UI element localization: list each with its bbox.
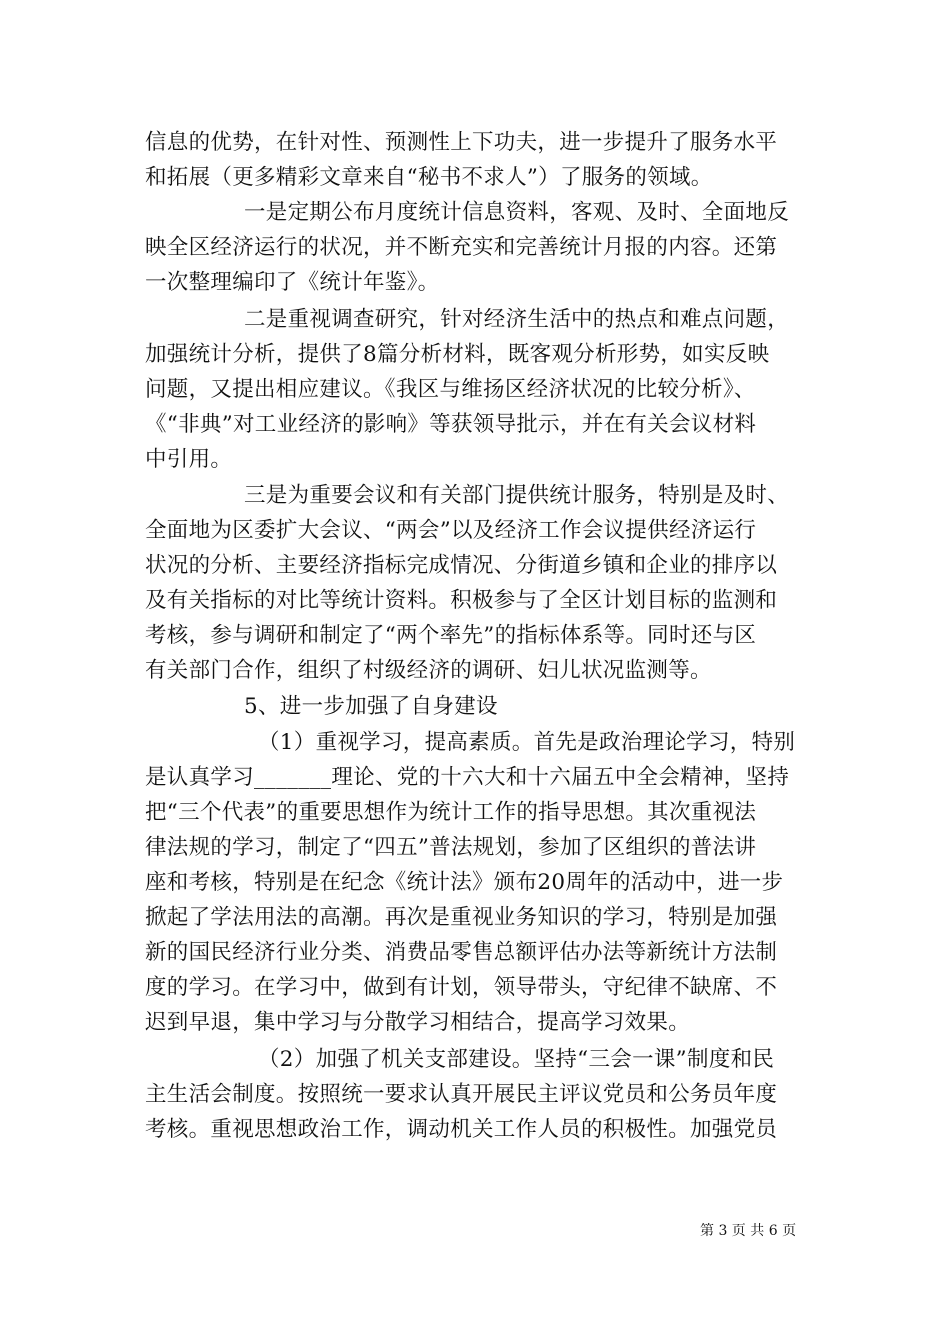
text-line-26: 迟到早退，集中学习与分散学习相结合，提高学习效果。	[145, 1010, 691, 1035]
text-line-24: 新的国民经济行业分类、消费品零售总额评估办法等新统计方法制	[145, 940, 778, 965]
text-line-21: 律法规的学习，制定了“四五”普法规划，参加了区组织的普法讲	[145, 835, 757, 860]
text-line-23: 掀起了学法用法的高潮。再次是重视业务知识的学习，特别是加强	[145, 905, 778, 930]
paragraph-start-2: 二是重视调查研究，针对经济生活中的热点和难点问题，	[244, 307, 790, 332]
section-heading-5: 5、进一步加强了自身建设	[244, 694, 498, 719]
text-line-10: 中引用。	[145, 447, 233, 472]
text-line-28: 主生活会制度。按照统一要求认真开展民主评议党员和公务员年度	[145, 1082, 778, 1107]
text-line-9: 《“非典”对工业经济的影响》等获领导批示，并在有关会议材料	[145, 412, 757, 437]
subsection-1-start: （1）重视学习，提高素质。首先是政治理论学习，特别	[258, 730, 796, 755]
text-line-16: 有关部门合作，组织了村级经济的调研、妇儿状况监测等。	[145, 658, 712, 683]
page-number-footer: 第 3 页 共 6 页	[700, 1223, 797, 1239]
text-line-15: 考核，参与调研和制定了“两个率先”的指标体系等。同时还与区	[145, 623, 757, 648]
text-line-8: 问题，又提出相应建议。《我区与维扬区经济状况的比较分析》、	[145, 377, 756, 402]
text-line-1: 信息的优势，在针对性、预测性上下功夫，进一步提升了服务水平	[145, 130, 778, 155]
text-line-7: 加强统计分析，提供了8篇分析材料，既客观分析形势，如实反映	[145, 342, 770, 367]
text-line-20: 把“三个代表”的重要思想作为统计工作的指导思想。其次重视法	[145, 800, 757, 825]
paragraph-start-3: 三是为重要会议和有关部门提供统计服务，特别是及时、	[244, 483, 790, 508]
text-line-25: 度的学习。在学习中，做到有计划，领导带头，守纪律不缺席、不	[145, 975, 778, 1000]
text-line-19: 是认真学习_______理论、党的十六大和十六届五中全会精神，坚持	[145, 765, 790, 790]
subsection-2-start: （2）加强了机关支部建设。坚持“三会一课”制度和民	[258, 1047, 775, 1072]
text-line-29: 考核。重视思想政治工作，调动机关工作人员的积极性。加强党员	[145, 1117, 778, 1142]
paragraph-start-1: 一是定期公布月度统计信息资料，客观、及时、全面地反	[244, 200, 790, 225]
text-line-22: 座和考核，特别是在纪念《统计法》颁布20周年的活动中，进一步	[145, 870, 784, 895]
text-line-5: 一次整理编印了《统计年鉴》。	[145, 270, 440, 295]
text-line-2: 和拓展（更多精彩文章来自“秘书不求人”）了服务的领域。	[145, 165, 713, 190]
text-line-13: 状况的分析、主要经济指标完成情况、分街道乡镇和企业的排序以	[145, 553, 778, 578]
text-line-12: 全面地为区委扩大会议、“两会”以及经济工作会议提供经济运行	[145, 518, 757, 543]
text-line-4: 映全区经济运行的状况，并不断充实和完善统计月报的内容。还第	[145, 235, 778, 260]
text-line-14: 及有关指标的对比等统计资料。积极参与了全区计划目标的监测和	[145, 588, 778, 613]
